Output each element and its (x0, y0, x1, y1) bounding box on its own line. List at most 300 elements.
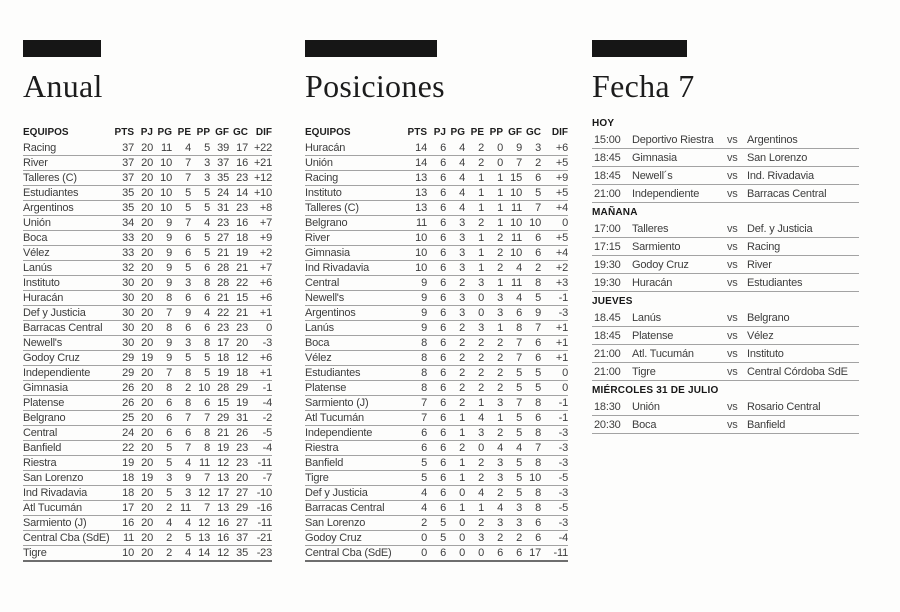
stat-value: 4 (185, 142, 191, 154)
team-name: Banfield (23, 442, 62, 454)
stat-value: 2 (421, 517, 427, 529)
stat-value: 1 (497, 187, 503, 199)
table-row (23, 291, 272, 306)
stat-value: 5 (421, 472, 427, 484)
team-name: Unión (23, 217, 51, 229)
fecha-title: Fecha 7 (592, 68, 695, 104)
team-name: Boca (305, 337, 330, 349)
team-name: Tigre (23, 547, 47, 559)
stat-value: 3 (478, 427, 484, 439)
stat-value: 39 (217, 142, 229, 154)
home-team: Newell´s (632, 169, 673, 182)
stat-value: 3 (497, 307, 503, 319)
column-header-pj: PJ (433, 127, 446, 138)
stat-value: 27 (236, 517, 248, 529)
stat-value: 29 (236, 382, 248, 394)
column-header-dif: DIF (551, 127, 568, 138)
match-time: 21:00 (594, 365, 621, 378)
stat-value: 9 (421, 277, 427, 289)
stat-value: 10 (160, 202, 172, 214)
table-row (305, 291, 568, 306)
away-team: Rosario Central (747, 400, 821, 413)
stat-value: +1 (259, 307, 272, 319)
stat-value: 16 (217, 517, 229, 529)
stat-value: 31 (236, 412, 248, 424)
stat-value: 30 (122, 322, 134, 334)
table-row (23, 171, 272, 186)
table-row (305, 201, 568, 216)
stat-value: 5 (535, 292, 541, 304)
stat-value: 2 (478, 457, 484, 469)
team-name: Central (305, 277, 340, 289)
stat-value: 21 (217, 247, 229, 259)
stat-value: 6 (166, 397, 172, 409)
table-row (305, 276, 568, 291)
vs-label: vs (727, 151, 738, 164)
table-row (23, 231, 272, 246)
stat-value: 3 (497, 517, 503, 529)
stat-value: 2 (516, 532, 522, 544)
home-team: Atl. Tucumán (632, 347, 694, 360)
stat-value: 7 (421, 397, 427, 409)
stat-value: +1 (555, 337, 568, 349)
stat-value: 10 (198, 382, 210, 394)
stat-value: 35 (236, 547, 248, 559)
stat-value: 6 (185, 427, 191, 439)
stat-value: 2 (478, 367, 484, 379)
stat-value: 16 (236, 217, 248, 229)
stat-value: 23 (217, 322, 229, 334)
stat-value: 6 (185, 292, 191, 304)
fixture-row (592, 256, 859, 274)
stat-value: 21 (217, 292, 229, 304)
stat-value: 21 (236, 307, 248, 319)
stat-value: 1 (459, 457, 465, 469)
away-team: Ind. Rivadavia (747, 169, 814, 182)
fixture-group-label: JUEVES (592, 296, 633, 307)
stat-value: 9 (421, 292, 427, 304)
table-row (23, 216, 272, 231)
stat-value: +10 (253, 187, 272, 199)
stat-value: 5 (516, 427, 522, 439)
stat-value: 1 (497, 202, 503, 214)
team-name: Platense (23, 397, 65, 409)
stat-value: 19 (122, 457, 134, 469)
stat-value: 29 (122, 352, 134, 364)
stat-value: 6 (440, 322, 446, 334)
stat-value: 7 (204, 502, 210, 514)
stat-value: 13 (415, 172, 427, 184)
stat-value: 6 (440, 397, 446, 409)
stat-value: +4 (555, 202, 568, 214)
stat-value: 0 (478, 547, 484, 559)
stat-value: +4 (555, 247, 568, 259)
stat-value: 5 (185, 352, 191, 364)
stat-value: 19 (236, 247, 248, 259)
stat-value: 5 (516, 457, 522, 469)
table-row (23, 486, 272, 501)
team-name: Vélez (23, 247, 50, 259)
stat-value: +7 (259, 262, 272, 274)
stat-value: 2 (497, 367, 503, 379)
stat-value: 6 (421, 427, 427, 439)
table-row (305, 516, 568, 531)
home-team: Sarmiento (632, 240, 681, 253)
team-name: Gimnasia (23, 382, 68, 394)
stat-value: 37 (122, 172, 134, 184)
stat-value: 5 (535, 187, 541, 199)
stat-value: 20 (141, 517, 153, 529)
table-row (23, 261, 272, 276)
table-row (305, 216, 568, 231)
stat-value: 2 (497, 487, 503, 499)
table-row (305, 246, 568, 261)
fixture-row (592, 220, 859, 238)
stat-value: 12 (217, 457, 229, 469)
stat-value: 2 (497, 427, 503, 439)
stat-value: 15 (217, 397, 229, 409)
stat-value: -10 (256, 487, 272, 499)
stat-value: +1 (555, 322, 568, 334)
stat-value: 9 (166, 247, 172, 259)
stat-value: 4 (204, 307, 210, 319)
home-team: Gimnasia (632, 151, 677, 164)
column-header-pe: PE (177, 127, 191, 138)
fixture-row (592, 238, 859, 256)
stat-value: 6 (440, 172, 446, 184)
fixture-group-label: MAÑANA (592, 207, 638, 218)
fixture-row (592, 327, 859, 345)
stat-value: 23 (236, 172, 248, 184)
stat-value: 5 (166, 457, 172, 469)
stat-value: 2 (497, 247, 503, 259)
stat-value: 5 (185, 187, 191, 199)
stat-value: 1 (478, 262, 484, 274)
stat-value: 2 (497, 352, 503, 364)
stat-value: -3 (558, 517, 568, 529)
team-name: Independiente (23, 367, 91, 379)
home-team: Tigre (632, 365, 656, 378)
vs-label: vs (727, 240, 738, 253)
stat-value: 18 (122, 487, 134, 499)
home-team: Lanús (632, 311, 661, 324)
stat-value: 6 (440, 277, 446, 289)
stat-value: +5 (555, 187, 568, 199)
stat-value: 6 (185, 247, 191, 259)
posiciones-table-header (305, 127, 568, 141)
stat-value: 19 (217, 367, 229, 379)
team-name: Newell's (305, 292, 345, 304)
column-header-pg: PG (450, 127, 465, 138)
away-team: Def. y Justicia (747, 222, 813, 235)
fixture-row (592, 363, 859, 381)
stat-value: 6 (440, 262, 446, 274)
stat-value: -3 (558, 457, 568, 469)
stat-value: 6 (440, 352, 446, 364)
stat-value: +2 (555, 262, 568, 274)
stat-value: 32 (122, 262, 134, 274)
stat-value: 20 (141, 142, 153, 154)
stat-value: 6 (440, 307, 446, 319)
stat-value: 5 (204, 142, 210, 154)
stat-value: 2 (459, 442, 465, 454)
stat-value: 28 (217, 262, 229, 274)
stat-value: 3 (516, 517, 522, 529)
stat-value: 2 (459, 277, 465, 289)
stat-value: 2 (459, 397, 465, 409)
stat-value: 5 (516, 472, 522, 484)
stat-value: 4 (459, 142, 465, 154)
team-name: Racing (23, 142, 57, 154)
stat-value: 1 (459, 412, 465, 424)
stat-value: 1 (478, 187, 484, 199)
stat-value: 5 (535, 382, 541, 394)
stat-value: 6 (440, 472, 446, 484)
stat-value: 0 (421, 547, 427, 559)
stat-value: 8 (535, 427, 541, 439)
table-row (305, 321, 568, 336)
away-team: Belgrano (747, 311, 790, 324)
stat-value: 6 (440, 187, 446, 199)
table-row (305, 471, 568, 486)
stat-value: 5 (185, 202, 191, 214)
table-row (23, 396, 272, 411)
stat-value: 18 (217, 352, 229, 364)
stat-value: -1 (558, 412, 568, 424)
stat-value: 0 (497, 157, 503, 169)
stat-value: 4 (185, 547, 191, 559)
stat-value: 19 (141, 352, 153, 364)
stat-value: 3 (459, 262, 465, 274)
stat-value: 7 (516, 337, 522, 349)
match-time: 19:30 (594, 258, 621, 271)
table-row (305, 141, 568, 156)
anual-title: Anual (23, 68, 103, 104)
stat-value: 28 (217, 382, 229, 394)
stat-value: -3 (558, 487, 568, 499)
stat-value: 5 (516, 367, 522, 379)
stat-value: -5 (558, 502, 568, 514)
stat-value: 3 (478, 532, 484, 544)
vs-label: vs (727, 169, 738, 182)
stat-value: 6 (204, 322, 210, 334)
match-time: 21:00 (594, 347, 621, 360)
stat-value: +2 (259, 247, 272, 259)
stat-value: 3 (459, 292, 465, 304)
stat-value: 2 (459, 337, 465, 349)
stat-value: 28 (217, 277, 229, 289)
stat-value: -1 (558, 397, 568, 409)
stat-value: +21 (253, 157, 272, 169)
table-row (23, 471, 272, 486)
stat-value: 9 (516, 142, 522, 154)
stat-value: 6 (535, 172, 541, 184)
stat-value: 12 (236, 352, 248, 364)
stat-value: 8 (204, 277, 210, 289)
team-name: Vélez (305, 352, 332, 364)
stat-value: 33 (122, 247, 134, 259)
stat-value: 5 (440, 532, 446, 544)
stat-value: 17 (236, 142, 248, 154)
stat-value: 16 (236, 157, 248, 169)
stat-value: 37 (122, 157, 134, 169)
stat-value: 2 (166, 532, 172, 544)
team-name: Ind Rivadavia (23, 487, 88, 499)
stat-value: 20 (141, 487, 153, 499)
stat-value: 13 (198, 532, 210, 544)
stat-value: 19 (236, 397, 248, 409)
stat-value: 26 (122, 397, 134, 409)
away-team: Vélez (747, 329, 774, 342)
stat-value: 17 (122, 502, 134, 514)
stat-value: 1 (459, 427, 465, 439)
stat-value: 20 (141, 307, 153, 319)
stat-value: 7 (204, 412, 210, 424)
team-name: Talleres (C) (305, 202, 359, 214)
stat-value: 20 (141, 247, 153, 259)
table-row (305, 186, 568, 201)
table-row (305, 306, 568, 321)
stat-value: 8 (516, 322, 522, 334)
posiciones-standings-table (305, 127, 568, 562)
stat-value: 6 (204, 292, 210, 304)
stat-value: 20 (141, 217, 153, 229)
stat-value: 5 (166, 442, 172, 454)
stat-value: 7 (204, 472, 210, 484)
table-row (305, 261, 568, 276)
team-name: Instituto (23, 277, 60, 289)
stat-value: 25 (122, 412, 134, 424)
table-row (305, 171, 568, 186)
stat-value: 1 (459, 472, 465, 484)
stat-value: 0 (459, 517, 465, 529)
stat-value: 18 (122, 472, 134, 484)
stat-value: 12 (217, 547, 229, 559)
anual-table-body (23, 141, 272, 561)
away-team: Banfield (747, 418, 786, 431)
stat-value: -11 (257, 517, 272, 529)
stat-value: 14 (415, 157, 427, 169)
stat-value: 1 (478, 247, 484, 259)
stat-value: 20 (141, 457, 153, 469)
stat-value: 30 (122, 337, 134, 349)
stat-value: -4 (262, 442, 272, 454)
stat-value: 33 (122, 232, 134, 244)
stat-value: 20 (141, 232, 153, 244)
column-header-pts: PTS (407, 127, 427, 138)
table-row (305, 156, 568, 171)
stat-value: -1 (262, 382, 272, 394)
stat-value: 2 (497, 532, 503, 544)
stat-value: 6 (204, 397, 210, 409)
stat-value: 10 (510, 187, 522, 199)
stat-value: 5 (204, 352, 210, 364)
stat-value: +22 (253, 142, 272, 154)
table-row (23, 351, 272, 366)
team-name: Godoy Cruz (23, 352, 80, 364)
team-name: Huracán (23, 292, 64, 304)
fixture-list (592, 114, 859, 434)
vs-label: vs (727, 276, 738, 289)
stat-value: 8 (535, 277, 541, 289)
stat-value: 4 (459, 202, 465, 214)
team-name: Barracas Central (23, 322, 103, 334)
stat-value: 7 (185, 412, 191, 424)
stat-value: 6 (516, 547, 522, 559)
match-time: 18:30 (594, 400, 621, 413)
table-row (23, 501, 272, 516)
team-name: Riestra (23, 457, 57, 469)
table-row (305, 396, 568, 411)
stat-value: -3 (558, 442, 568, 454)
stat-value: 4 (459, 172, 465, 184)
stat-value: 9 (166, 217, 172, 229)
team-name: Central (23, 427, 58, 439)
stat-value: 26 (236, 427, 248, 439)
stat-value: 4 (516, 292, 522, 304)
stat-value: 6 (440, 202, 446, 214)
stat-value: 10 (529, 472, 541, 484)
stat-value: 20 (141, 322, 153, 334)
stat-value: 6 (440, 337, 446, 349)
stat-value: +1 (555, 352, 568, 364)
table-row (23, 276, 272, 291)
stat-value: 2 (459, 382, 465, 394)
stat-value: -4 (262, 397, 272, 409)
stat-value: 4 (516, 442, 522, 454)
stat-value: 6 (421, 442, 427, 454)
stat-value: 6 (440, 292, 446, 304)
column-header-equipos: EQUIPOS (23, 127, 69, 138)
fixture-row (592, 274, 859, 292)
stat-value: 4 (478, 412, 484, 424)
stat-value: 7 (185, 217, 191, 229)
stat-value: -16 (256, 502, 272, 514)
stat-value: 20 (236, 337, 248, 349)
stat-value: 4 (185, 517, 191, 529)
stat-value: 4 (166, 517, 172, 529)
section-fecha (592, 40, 859, 434)
stat-value: 2 (497, 337, 503, 349)
stat-value: 3 (478, 322, 484, 334)
stat-value: 2 (478, 217, 484, 229)
home-team: Talleres (632, 222, 669, 235)
stat-value: 16 (217, 532, 229, 544)
team-name: Sarmiento (J) (23, 517, 87, 529)
stat-value: 10 (160, 187, 172, 199)
stat-value: 2 (535, 157, 541, 169)
stat-value: 4 (421, 502, 427, 514)
stat-value: 20 (141, 157, 153, 169)
table-row (23, 306, 272, 321)
stat-value: 13 (217, 502, 229, 514)
stat-value: 2 (478, 142, 484, 154)
stat-value: 5 (516, 382, 522, 394)
stat-value: 9 (166, 337, 172, 349)
stat-value: 6 (535, 247, 541, 259)
stat-value: 5 (535, 367, 541, 379)
stat-value: 13 (415, 202, 427, 214)
team-name: Racing (305, 172, 339, 184)
stat-value: 2 (478, 337, 484, 349)
stat-value: 6 (166, 412, 172, 424)
stat-value: 20 (236, 472, 248, 484)
table-row (305, 381, 568, 396)
home-team: Boca (632, 418, 657, 431)
stat-value: 29 (122, 367, 134, 379)
stat-value: 20 (141, 382, 153, 394)
team-name: Lanús (23, 262, 52, 274)
